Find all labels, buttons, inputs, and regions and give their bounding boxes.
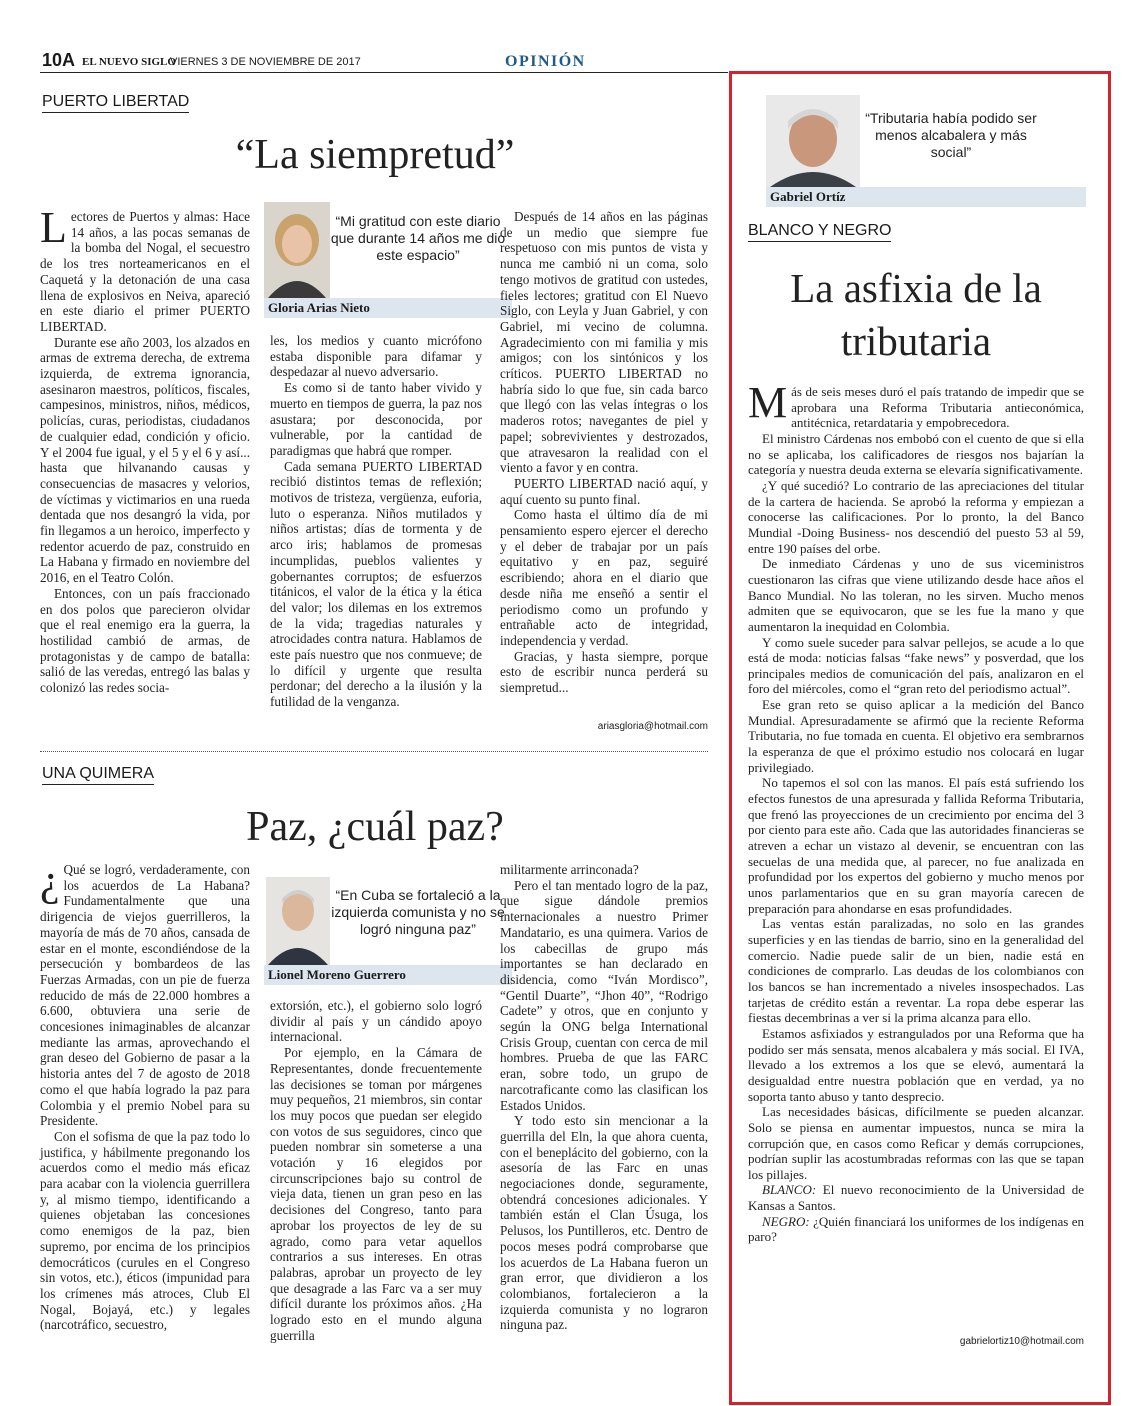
portrait-icon: [266, 877, 330, 965]
paragraph: militarmente arrinconada?: [500, 862, 639, 877]
page-number: 10A: [42, 50, 76, 70]
kicker-una-quimera: UNA QUIMERA: [42, 765, 154, 785]
author-photo-gloria: [264, 202, 330, 298]
paragraph: Por ejemplo, en la Cámara de Representantes, donde frecuentemente las decisiones se toman por márgenes muy pequeños, 21 miembros, sin contar los muy pocos que puedan ser elegido con votos de sus seguidores, cinco que pueden nombrar sin someterse a una votación y 16 elegidos por circunscripciones bajo su control de vieja data, tienen un gran peso en las decisiones del Congreso, tanto para aprobar los proyectos de ley de su agrado, como para vetar aquellos contrarios a sus intereses. En otras palabras, aprobar un proyecto de ley que desagrade a las Farc va a ser muy difícil durante los próximos años. ¿Ha logrado esto en el mundo alguna guerrilla: [270, 1045, 482, 1343]
paragraph: Con el sofisma de que la paz todo lo justifica, y hábilmente pregonando los acuerdos como el medio más eficaz para acabar con la violencia guerrillera y, al mismo tiempo, identificando a quienes objetaban las concesiones como enemigos de la paz, bien supremo, por encima de los principios democráticos (curules en el Congreso sin votos, etc.), éticos (impunidad para los crímenes más atroces, Club El Nogal, Bojayá, etc.) y legales (narcotráfico, secuestro,: [40, 1128, 250, 1333]
header-rule: [40, 72, 728, 73]
dropcap: L: [40, 203, 67, 252]
author-name-lionel: Lionel Moreno Guerrero: [264, 965, 512, 985]
paragraph: ectores de Puertos y almas: Hace 14 años, a las pocas semanas de la bomba del Nogal, el secuestro de los tres norteamericanos en el Caquetá y la detonación de una casa llena de explosivos en Neiva, apareció en este diario el primer PUERTO LIBERTAD.: [40, 209, 250, 334]
portrait-icon: [766, 95, 860, 187]
article2-pull-quote: “En Cuba se fortaleció a la izquierda comunista y no se logró ninguna paz”: [331, 887, 505, 937]
article1-pull-quote: “Mi gratitud con este diario que durante 14 años me dio este espacio”: [330, 213, 506, 263]
paragraph: Pero el tan mentado logro de la paz, que sigue dándole premios internacionales a nuestro Primer Mandatario, es una quimera. Varios de los cabecillas de grupo más importantes se han declarado en disidencia, como “Iván Mordisco”, “Gentil Duarte”, “Jhon 40”, “Rodrigo Cadete” y otros, que en conjunto y según la ONG belga International Crisis Group, cuentan con cerca de mil hombres. Prueba de que las FARC eran, sobre todo, un grupo de narcotraficante como las clasifican los Estados Unidos.: [500, 877, 708, 1113]
kicker-blanco-y-negro: BLANCO Y NEGRO: [748, 222, 891, 242]
paragraph: Cada semana PUERTO LIBERTAD recibió distintos temas de reflexión; motivos de tristeza, vergüenza, euforia, luto o esperanza. Niños mutilados y niños artistas; días de tormenta y de arco iris; hablamos de promesas incumplidas, pueblos valientes y gobernantes corruptos; de esfuerzos titánicos, el valor de la ética y la ética del valor; los dilemas en los extremos de la vida; tragedias naturales y atrocidades contra natura. Hablamos de este país nuestro que nos conmueve; de lo difícil y urgente que resulta perdonar; del derecho a la ilusión y la futilidad de la venganza.: [270, 458, 482, 710]
headline-line: La asfixia de la: [790, 265, 1042, 311]
paragraph: Como hasta el último día de mi pensamiento espero ejercer el derecho y el deber de trabajar por un país equitativo y en paz, seguiré escribiendo; ahora en el diario que desde niña me enseñó a sentir el periodismo como un profundo y entrañable acto de integridad, independencia y verdad.: [500, 507, 708, 648]
author-email-gloria[interactable]: ariasgloria@hotmail.com: [597, 721, 708, 732]
article1-column-3: [500, 209, 708, 696]
author-email-gabriel[interactable]: gabrielortiz10@hotmail.com: [959, 1336, 1084, 1347]
negro-label: NEGRO:: [762, 1213, 810, 1229]
paragraph: No tapemos el sol con las manos. El país está sufriendo los efectos funestos de una apresurada y fallida Reforma Tributaria, que frenó las proyecciones de un crecimiento por encima del 3 por ciento para este año. Cada que las autoridades financieras se atreven a echar un vistazo al devenir, se encuentran con las secuelas de una medida que, al parecer, no fue analizada en profundidad por los expertos del gobierno y mucho menos por unos parlamentarios que en su gran mayoría carecen de preparación para ahondarse en esas profundidades.: [748, 775, 1084, 916]
blanco-note: [748, 1182, 1084, 1213]
negro-text: ¿Quién financiará los uniformes de los indígenas en paro?: [748, 1213, 1084, 1245]
paragraph: ás de seis meses duró el país tratando de impedir que se aprobara una Reforma Tributaria antieconómica, antitécnica, retardataria y empobrecedora.: [791, 384, 1084, 431]
article1-headline: “La siempretud”: [235, 132, 515, 178]
dropcap: ¿: [40, 856, 60, 905]
paragraph: Después de 14 años en las páginas de un medio que siempre fue respetuoso con mis puntos de vista y nunca me cambió ni un coma, solo tengo motivos de gratitud con ustedes, fieles lectores; gratitud con El Nuevo Siglo, con Leyla y Juan Gabriel, y con Gabriel, mi vecino de columna. Agradecimiento con mi familia y mis amigos; con los sintónicos y los críticos. PUERTO LIBERTAD no habría sido lo que fue, sin cada barco que llegó con las velas íntegras o los maderos rotos; navegantes de piel y papel; sobrevivientes y destrozados, que atravesaron la realidad con el viento a favor y en contra.: [500, 209, 708, 476]
paragraph: El ministro Cárdenas nos embobó con el cuento de que si ella no se aplicaba, los calificadores de riesgos nos bajarían la categoría y nuestra deuda externa se elevaría significativamente.: [748, 430, 1084, 478]
article1-column-2: [270, 333, 482, 710]
author-name-gloria: Gloria Arias Nieto: [264, 298, 512, 318]
paragraph: PUERTO LIBERTAD nació aquí, y aquí cuento su punto final.: [500, 475, 708, 507]
newspaper-name: EL NUEVO SIGLO: [82, 56, 176, 68]
kicker-puerto-libertad: PUERTO LIBERTAD: [42, 93, 189, 113]
paragraph: Las ventas están paralizadas, no solo en las grandes superficies y en las tiendas de barrio, sino en la generalidad del comercio. Nadie puede salir de un bien, nadie está en condiciones de comprarlo. Las deudas de los colombianos con los bancos se han incrementado a niveles insospechados. Las tarjetas de crédito están a reventar. La ropa debe esperar las fiestas decembrinas a ver si la prima alcanza para ello.: [748, 916, 1084, 1026]
article2-column-2: [270, 998, 482, 1343]
paragraph: extorsión, etc.), el gobierno solo logró dividir al país y un cándido apoyo internacional.: [270, 998, 482, 1045]
portrait-icon: [264, 202, 330, 298]
article3-body: [748, 378, 1084, 1245]
article3-pull-quote: “Tributaria había podido ser menos alcabalera y más social”: [865, 110, 1037, 160]
headline-line: tributaria: [840, 318, 992, 364]
paragraph: Gracias, y hasta siempre, porque esto de escribir nunca perderá su siempretud...: [500, 648, 708, 696]
paragraph: Ese gran reto se quiso aplicar a la medición del Banco Mundial. Apresuradamente se afirmó que la reciente Reforma Tributaria, no fue tomada en cuenta. El objetivo era sembrarnos la esperanza de que el próximo estudio nos colocará en lugar privilegiado.: [748, 697, 1084, 775]
paragraph: ¿Y qué sucedió? Lo contrario de las apreciaciones del titular de la cartera de hacienda. Se aprobó la reforma y empiezan a conocerse las calificaciones. Por lo pronto, la del Banco Mundial -Doing Business- nos descendió del puesto 53 al 59, entre 190 países del orbe.: [748, 477, 1084, 556]
paragraph: Las necesidades básicas, difícilmente se pueden alcanzar. Solo se piensa en aumentar impuestos, nunca se mira la corrupción que, en casos como Reficar y demás corrupciones, podrían suplir las acostumbradas reformas con las que se tapan los pillajes.: [748, 1104, 1084, 1182]
paragraph: Entonces, con un país fraccionado en dos polos que parecieron olvidar que el real enemigo era la guerra, la hostilidad cambió de armas, de protagonistas y de campo de batalla: salió de las veredas, entregó las balas y colonizó las redes socia-: [40, 585, 250, 696]
author-photo-lionel: [266, 877, 330, 965]
paragraph: Y todo esto sin mencionar a la guerrilla del Eln, la que ahora cuenta, con el beneplácito del gobierno, con la asesoría de las Farc en unas negociaciones donde, seguramente, obtendrá concesiones adicionales. Y también están el Clan Úsuga, los Pelusos, los Puntilleros, etc. Dentro de pocos meses podrá comprobarse que los acuerdos de La Habana fueron un gran error, que dividieron a los colombianos, fortalecieron a la izquierda comunista y no lograron ninguna paz.: [500, 1113, 708, 1333]
article2-column-3: [500, 862, 708, 1333]
author-photo-gabriel: [766, 95, 860, 187]
paragraph: Durante ese año 2003, los alzados en armas de extrema derecha, de extrema izquierda, de extrema ignorancia, asesinaron maestros, políticos, fiscales, campesinos, ministros, niños, médicos, policías, curas, periodistas, ciudadanos de cualquier edad, condición y oficio. Y el 2004 fue igual, y el 5 y el 6 y así... hasta que hilvanando causas y consecuencias de masacres y velorios, de víctimas y victimarios en una rueda dentada que nos desangró la vida, por fin llegamos a un heroico, imperfecto y redentor acuerdo de paz, construido en La Habana y firmado en noviembre del 2016, en el Teatro Colón.: [40, 334, 250, 586]
section-title: OPINIÓN: [505, 53, 586, 70]
paragraph: les, los medios y cuanto micrófono estaba disponible para difamar y despedazar al nuevo adversario.: [270, 333, 482, 380]
article2-column-1: [40, 856, 250, 1333]
blanco-label: BLANCO:: [762, 1182, 817, 1198]
paragraph: De inmediato Cárdenas y uno de sus viceministros cuestionaron las cifras que viene utilizando desde hace años el Banco Mundial. No las toleran, no les sirven. Mucho menos admiten que se equivocaron, que se les fue la mano y que aumentaron la inequidad en Colombia.: [748, 556, 1084, 634]
article-divider: [40, 751, 708, 752]
issue-date: VIERNES 3 DE NOVIEMBRE DE 2017: [170, 56, 361, 68]
paragraph: Es como si de tanto haber vivido y muerto en tiempos de guerra, la paz nos asustara; por desconocida, por vulnerable, por la cantidad de paradigmas que habrá que romper.: [270, 380, 482, 458]
dropcap: M: [748, 378, 788, 427]
paragraph: Y como suele suceder para salvar pellejos, se acude a lo que está de moda: noticias falsas “fake news” y posverdad, que los principales medios de comunicación del país, analizaron en el foro del miércoles, como el “gran reto del periodismo actual”.: [748, 634, 1084, 697]
author-name-gabriel: Gabriel Ortíz: [766, 187, 1086, 207]
paragraph: Estamos asfixiados y estrangulados por una Reforma que ha podido ser más sensata, menos alcabalera y más social. El IVA, llevado a los extremos a los que se elevó, aumentará la desigualdad entre nuestra población que en verdad, ya no soporta tanto abuso y tanto desprecio.: [748, 1025, 1084, 1104]
article1-column-1: [40, 203, 250, 696]
article2-headline: Paz, ¿cuál paz?: [246, 804, 504, 850]
blanco-text: El nuevo reconocimiento de la Universidad de Kansas a Santos.: [748, 1182, 1084, 1214]
negro-note: [748, 1214, 1084, 1245]
article3-headline: [748, 262, 1084, 368]
paragraph: Qué se logró, verdaderamente, con los acuerdos de La Habana? Fundamentalmente que una dirigencia de viejos guerrilleros, la mayoría de más de 70 años, cansada de estar en el monte, escondiéndose de la persecución y bombardeos de las Fuerzas Armadas, con un pie de fuerza reducido de más de 22.000 hombres a 6.600, obtuviera una serie de concesiones inimaginables de alcanzar mediante las armas, aprovechando el gran deseo del Gobierno de pasar a la historia antes del 7 de agosto de 2018 como el que había logrado la paz para Colombia y el premio Nobel para su Presidente.: [40, 862, 250, 1129]
